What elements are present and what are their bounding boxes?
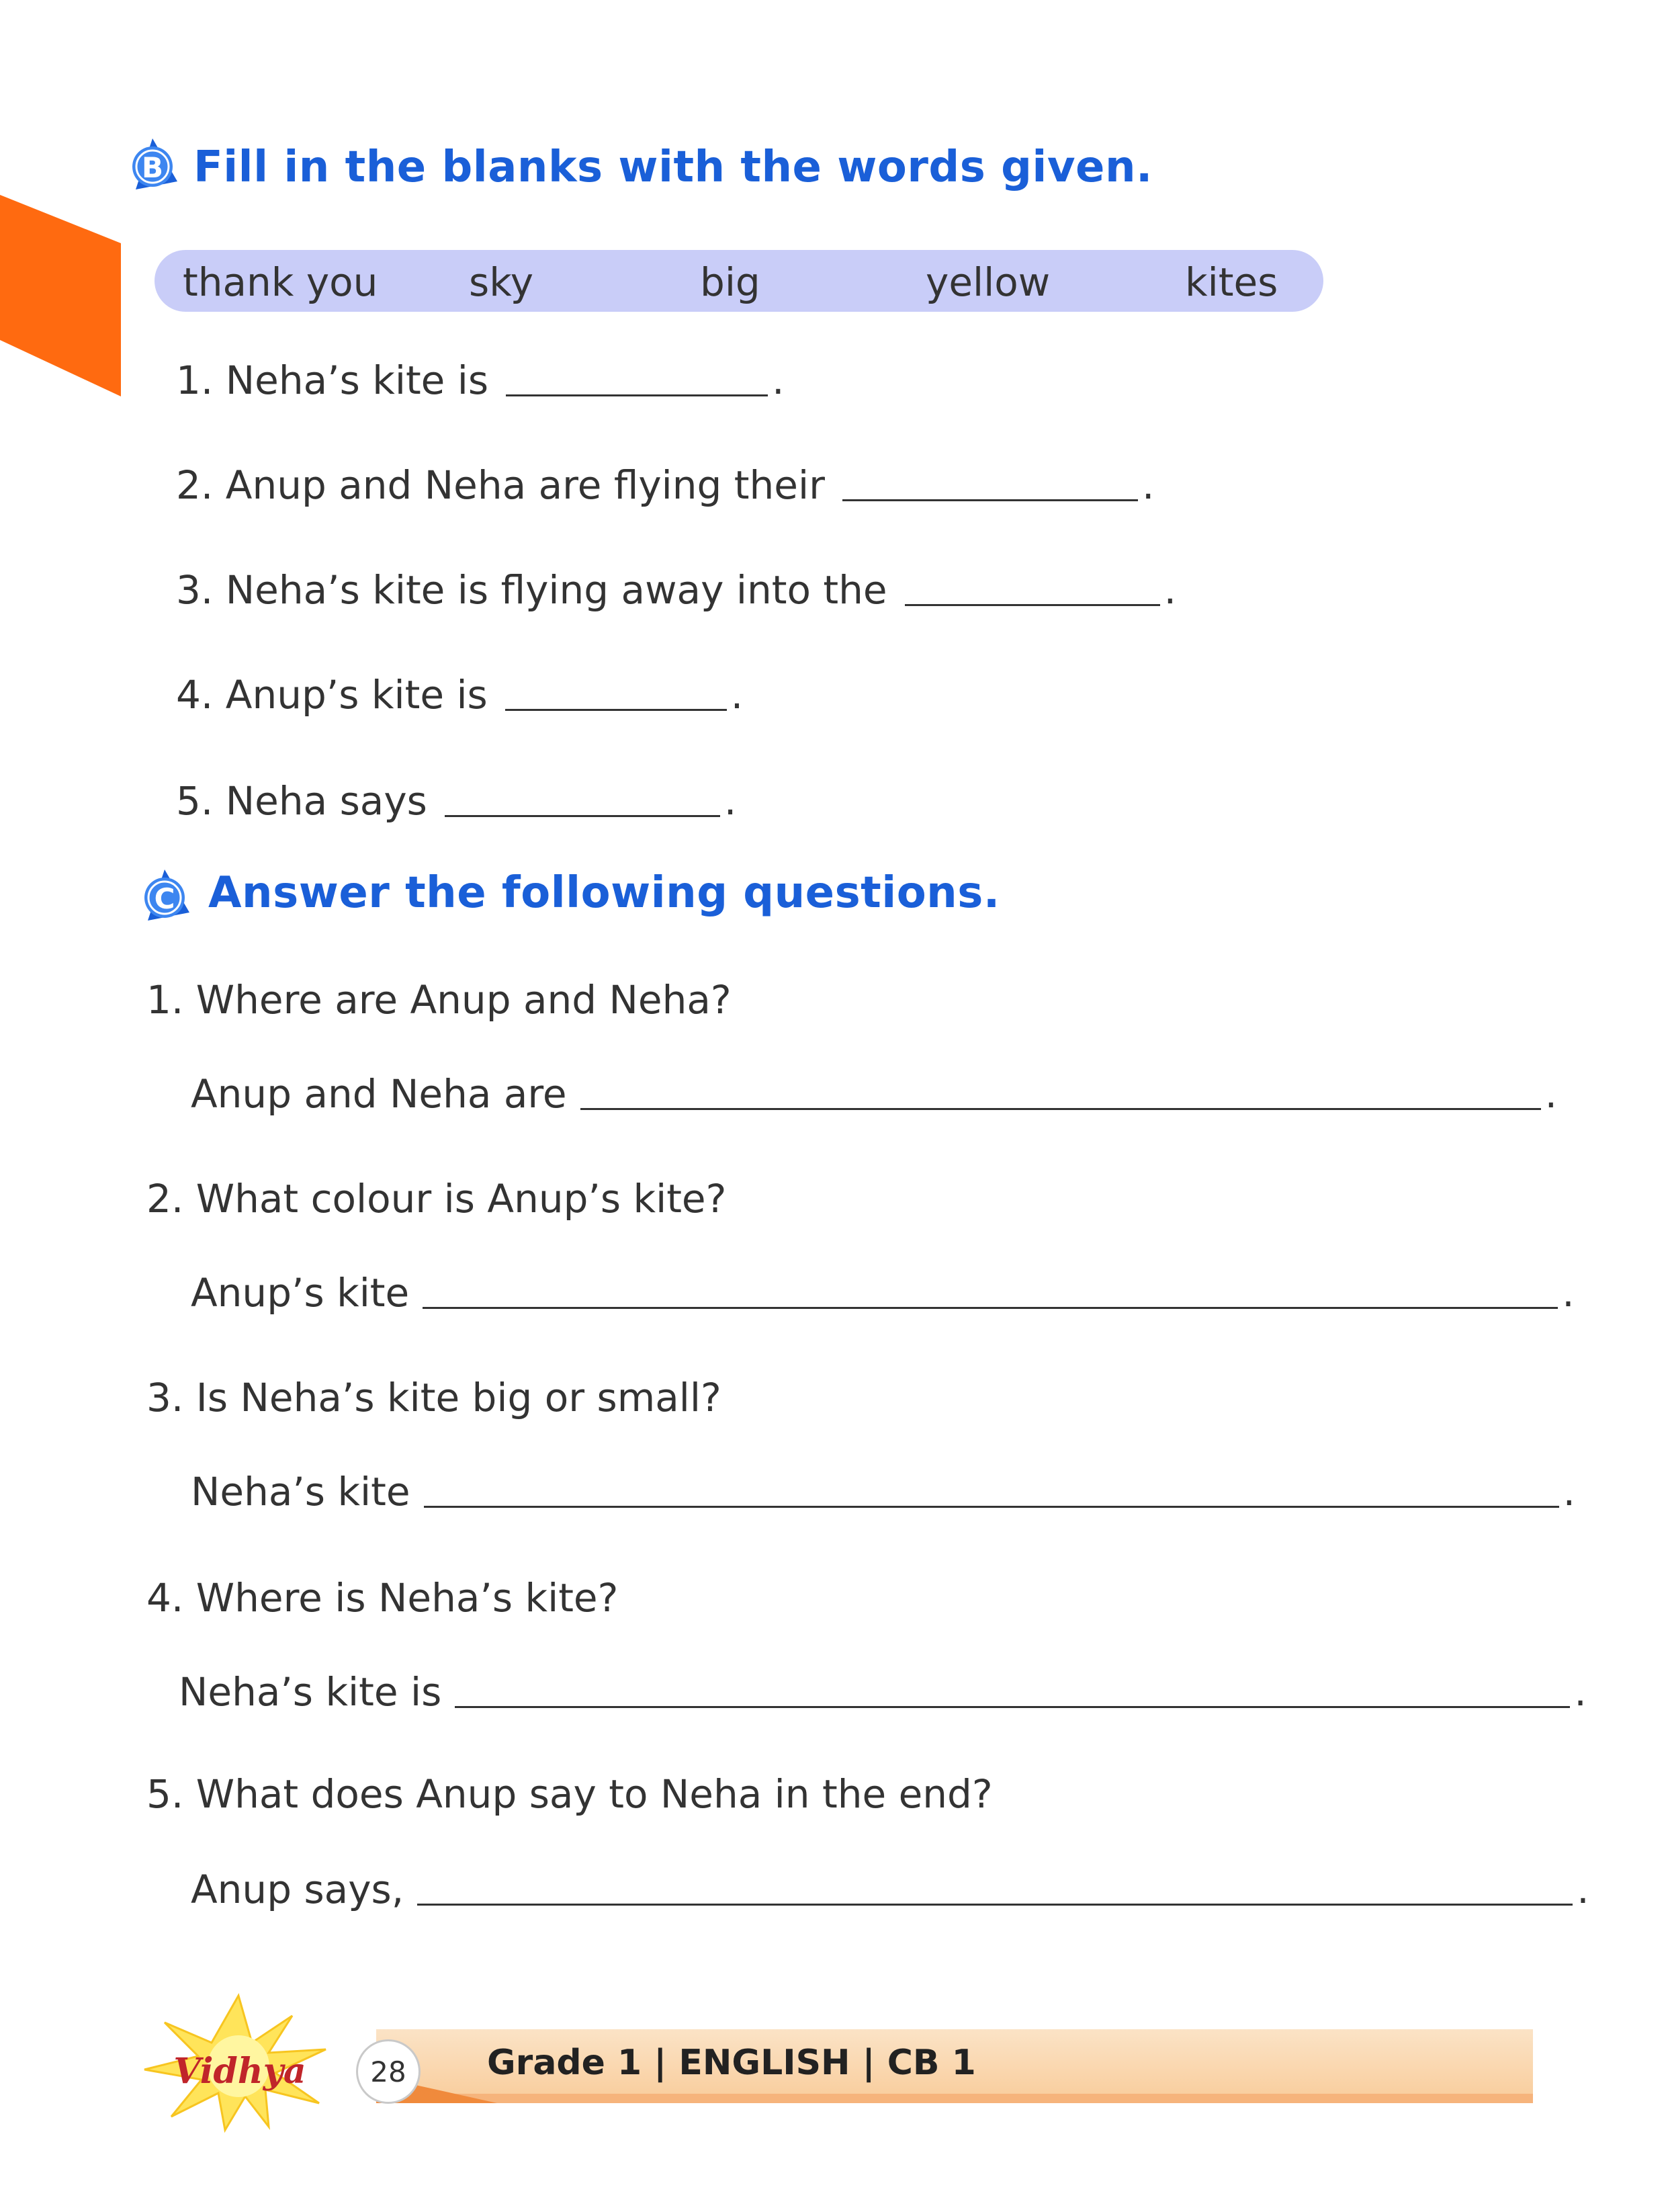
section-b-badge-icon: [122, 134, 183, 195]
answer-blank[interactable]: [455, 1705, 1570, 1708]
word-bank: [155, 250, 1323, 312]
word-bank-item: thank you: [183, 259, 378, 305]
answer-blank[interactable]: [506, 394, 768, 396]
question-text: 2. What colour is Anup’s kite?: [146, 1176, 727, 1222]
section-b-letter: B: [141, 151, 164, 184]
answer-start: Anup says,: [191, 1867, 404, 1912]
fill-blank-item: [176, 462, 1154, 508]
word-bank-item: big: [700, 259, 760, 305]
word-bank-item: kites: [1185, 259, 1278, 305]
fill-blank-item: [176, 778, 736, 824]
fill-blank-text: 5. Neha says: [176, 778, 427, 824]
page-number: 28: [356, 2039, 421, 2104]
fill-blank-text: 3. Neha’s kite is flying away into the: [176, 567, 887, 613]
fill-blank-item: [176, 357, 785, 403]
answer-line: [191, 1270, 1575, 1316]
answer-start: Anup and Neha are: [191, 1071, 567, 1117]
answer-blank[interactable]: [423, 1306, 1558, 1309]
answer-blank[interactable]: [424, 1505, 1559, 1508]
fill-blank-text: 4. Anup’s kite is: [176, 672, 488, 718]
sentence-end: .: [1562, 1270, 1575, 1316]
answer-blank[interactable]: [445, 814, 720, 817]
section-b-title: Fill in the blanks with the words given.: [193, 142, 1153, 192]
sentence-end: .: [1163, 567, 1176, 613]
answer-line: [179, 1669, 1587, 1715]
answer-blank[interactable]: [580, 1107, 1541, 1110]
question-text: 5. What does Anup say to Neha in the end?: [146, 1771, 993, 1817]
answer-blank[interactable]: [842, 499, 1138, 501]
footer-label: Grade 1 | ENGLISH | CB 1: [487, 2043, 976, 2083]
question-text: 3. Is Neha’s kite big or small?: [146, 1375, 721, 1420]
answer-blank[interactable]: [505, 708, 727, 711]
question-text: 4. Where is Neha’s kite?: [146, 1575, 619, 1621]
section-c-title: Answer the following questions.: [208, 868, 1000, 918]
fill-blank-item: [176, 672, 743, 718]
sentence-end: .: [1577, 1867, 1589, 1912]
answer-line: [191, 1071, 1557, 1117]
answer-blank[interactable]: [905, 603, 1160, 606]
sentence-end: .: [1141, 462, 1155, 508]
sentence-end: .: [723, 778, 737, 824]
fill-blank-item: [176, 567, 1176, 613]
logo-text: Vidhya: [173, 2051, 306, 2092]
corner-accent: [0, 195, 121, 396]
sentence-end: .: [730, 672, 744, 718]
sentence-end: .: [772, 357, 785, 403]
answer-start: Anup’s kite: [191, 1270, 410, 1316]
sentence-end: .: [1563, 1469, 1576, 1515]
answer-start: Neha’s kite: [191, 1469, 410, 1515]
sentence-end: .: [1574, 1669, 1587, 1715]
answer-line: [191, 1469, 1575, 1515]
answer-start: Neha’s kite is: [179, 1669, 442, 1715]
word-bank-item: sky: [469, 259, 534, 305]
fill-blank-text: 1. Neha’s kite is: [176, 357, 489, 403]
fill-blank-text: 2. Anup and Neha are flying their: [176, 462, 825, 508]
vidhya-logo-icon: [124, 1989, 353, 2137]
sentence-end: .: [1544, 1071, 1558, 1117]
word-bank-item: yellow: [926, 259, 1051, 305]
answer-blank[interactable]: [417, 1903, 1573, 1906]
section-c-letter: C: [154, 882, 175, 915]
question-text: 1. Where are Anup and Neha?: [146, 977, 732, 1023]
answer-line: [191, 1867, 1589, 1912]
section-c-badge-icon: [134, 865, 195, 926]
